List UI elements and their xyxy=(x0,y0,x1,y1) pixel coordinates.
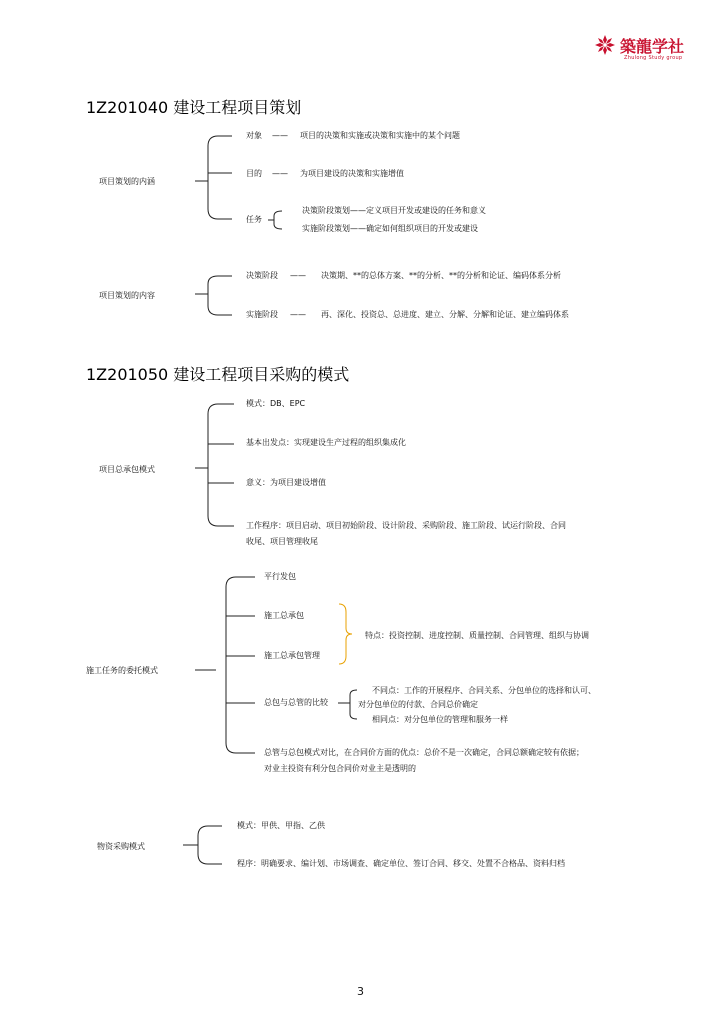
brand-name: 築龍学社 xyxy=(620,37,685,56)
node-text: 施工总承包管理 xyxy=(264,651,320,660)
compare-text: 不同点：工作的开展程序、合同关系、分包单位的选择和认可、 xyxy=(372,686,596,695)
page-number: 3 xyxy=(357,985,364,998)
tree-root: 项目策划的内涵 xyxy=(99,177,155,186)
node-label: 目的 xyxy=(246,169,262,178)
node-dash: —— xyxy=(272,169,288,178)
node-text: 施工总承包 xyxy=(264,611,304,620)
tree-root: 项目策划的内容 xyxy=(99,291,155,300)
node-label: 对象 xyxy=(246,131,262,140)
node-text: 平行发包 xyxy=(264,572,296,581)
compare-text: 对分包单位的付款、合同总价确定 xyxy=(358,700,478,709)
node-text: 程序：明确要求、编计划、市场调查、确定单位、签订合同、移交、处置不合格品、资料归档 xyxy=(237,859,565,868)
section-title: 1Z201040 建设工程项目策划 xyxy=(86,98,302,117)
node-label: 任务 xyxy=(246,215,262,224)
feature-text: 特点：投资控制、进度控制、质量控制、合同管理、组织与协调 xyxy=(365,631,589,640)
node-text: 基本出发点：实现建设生产过程的组织集成化 xyxy=(246,438,406,447)
node-label: 实施阶段 xyxy=(246,310,278,319)
note-text: 对业主投资有利分包合同价对业主是透明的 xyxy=(264,764,416,773)
node-dash: —— xyxy=(290,310,306,319)
node-text: 实施阶段策划——确定如何组织项目的开发或建设 xyxy=(302,224,478,233)
node-text: 模式：甲供、甲指、乙供 xyxy=(237,821,325,830)
node-text: 为项目建设的决策和实施增值 xyxy=(300,169,404,178)
node-dash: —— xyxy=(272,131,288,140)
tree-root: 物资采购模式 xyxy=(97,842,145,851)
node-text: 收尾、项目管理收尾 xyxy=(246,537,318,546)
node-text: 项目的决策和实施或决策和实施中的某个问题 xyxy=(300,131,460,140)
note-text: 总管与总包模式对比，在合同价方面的优点：总价不是一次确定，合同总额确定较有依据； xyxy=(264,748,584,757)
node-text: 模式：DB、EPC xyxy=(246,399,306,408)
brand-subtitle: Zhulong Study group xyxy=(624,55,683,61)
tree-root: 项目总承包模式 xyxy=(99,465,155,474)
section-title: 1Z201050 建设工程项目采购的模式 xyxy=(86,365,350,384)
node-text: 决策期、**的总体方案、**的分析、**的分析和论证、编码体系分析 xyxy=(321,271,561,280)
tree-root: 施工任务的委托模式 xyxy=(86,666,158,675)
node-text: 工作程序：项目启动、项目初始阶段、设计阶段、采购阶段、施工阶段、试运行阶段、合同 xyxy=(246,521,566,530)
compare-text: 相同点：对分包单位的管理和服务一样 xyxy=(372,715,508,724)
node-label: 决策阶段 xyxy=(246,271,278,280)
node-text: 再、深化、投资总、总进度、建立、分解、分解和论证、建立编码体系 xyxy=(321,310,569,319)
node-text: 总包与总管的比较 xyxy=(264,698,328,707)
node-dash: —— xyxy=(290,271,306,280)
node-text: 决策阶段策划——定义项目开发或建设的任务和意义 xyxy=(302,206,486,215)
node-text: 意义：为项目建设增值 xyxy=(246,478,326,487)
feature-brace xyxy=(339,604,352,664)
